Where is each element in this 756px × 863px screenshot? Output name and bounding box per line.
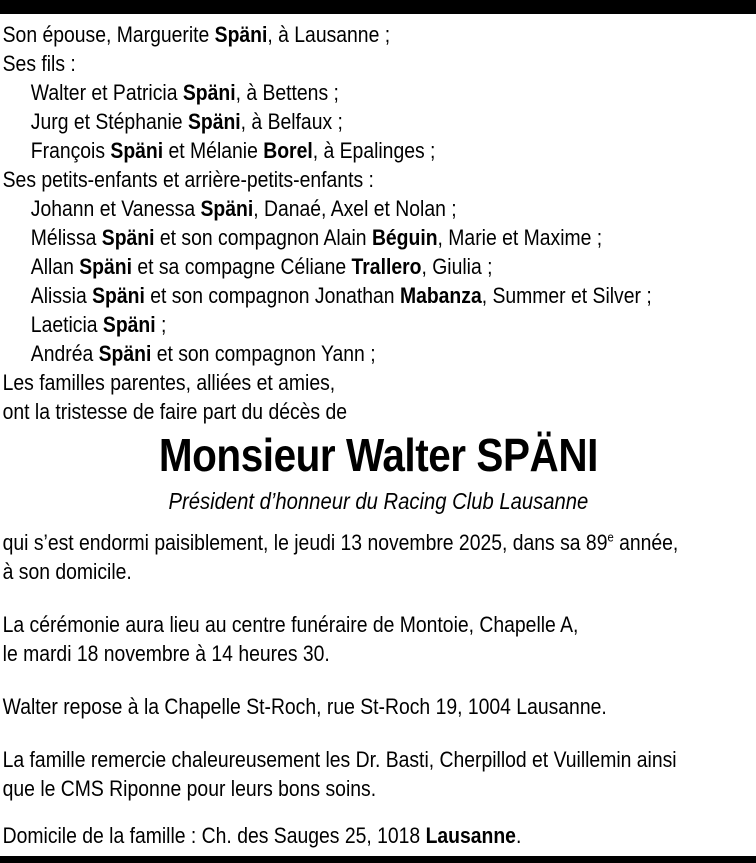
text-segment: Späni: [101, 225, 155, 250]
paragraph-line: [3, 774, 755, 803]
family-line: [3, 252, 755, 281]
text-segment: Johann et Vanessa: [30, 196, 201, 221]
text-segment: Späni: [102, 312, 156, 337]
paragraph-line: [3, 557, 755, 586]
deceased-name: Monsieur Walter SPÄNI: [158, 429, 598, 481]
text-segment: Andréa: [30, 341, 99, 366]
text-segment: François: [30, 138, 111, 163]
text-segment: Trallero: [351, 254, 422, 279]
paragraph-line: [3, 692, 755, 721]
notice-paragraph: [3, 610, 755, 668]
text-segment: Jurg et Stéphanie: [30, 109, 188, 134]
text-segment: et son compagnon Jonathan: [144, 283, 400, 308]
text-segment: e: [607, 529, 614, 545]
notice-paragraph: [3, 745, 755, 803]
text-segment: Alissia: [30, 283, 93, 308]
family-line: [3, 339, 755, 368]
text-segment: Borel: [263, 138, 313, 163]
family-line: [3, 368, 755, 397]
paragraph-line: [3, 610, 755, 639]
text-segment: La cérémonie aura lieu au centre funéraire de Montoie, Chapelle A,: [2, 612, 579, 637]
family-list: [3, 20, 755, 426]
text-segment: Späni: [98, 341, 152, 366]
text-segment: ont la tristesse de faire part du décès de: [2, 399, 348, 424]
text-segment: Laeticia: [30, 312, 103, 337]
family-line: [3, 397, 755, 426]
text-segment: Walter repose à la Chapelle St-Roch, rue St-Roch 19, 1004 Lausanne.: [2, 694, 607, 719]
text-segment: Späni: [214, 22, 268, 47]
family-line: [3, 310, 755, 339]
text-segment: ;: [155, 312, 167, 337]
text-segment: , à Belfaux ;: [240, 109, 343, 134]
paragraph-line: [3, 639, 755, 668]
notice-paragraph: [3, 821, 755, 850]
text-segment: à son domicile.: [2, 559, 132, 584]
family-line: [3, 49, 755, 78]
death-notice: [0, 14, 756, 850]
text-segment: .: [515, 823, 522, 848]
text-segment: , Marie et Maxime ;: [437, 225, 603, 250]
paragraph-line: [3, 745, 755, 774]
notice-paragraph: [3, 528, 755, 586]
text-segment: et son compagnon Alain: [154, 225, 372, 250]
text-segment: Béguin: [371, 225, 438, 250]
text-segment: le mardi 18 novembre à 14 heures 30.: [2, 641, 330, 666]
family-line: [3, 107, 755, 136]
text-segment: , à Lausanne ;: [267, 22, 391, 47]
notice-paragraph: [3, 692, 755, 721]
bottom-border: [0, 856, 756, 863]
text-segment: Son épouse, Marguerite: [2, 22, 215, 47]
top-border: [0, 0, 756, 14]
paragraph-line: [3, 821, 755, 850]
text-segment: , Giulia ;: [421, 254, 493, 279]
family-line: [3, 20, 755, 49]
text-segment: Späni: [200, 196, 254, 221]
text-segment: , Summer et Silver ;: [481, 283, 652, 308]
text-segment: année,: [613, 530, 679, 555]
text-segment: Les familles parentes, alliées et amies,: [2, 370, 336, 395]
text-segment: , à Bettens ;: [235, 80, 339, 105]
text-segment: et sa compagne Céliane: [131, 254, 352, 279]
text-segment: Mabanza: [399, 283, 482, 308]
text-segment: Lausanne: [425, 823, 516, 848]
family-line: [3, 136, 755, 165]
text-segment: Späni: [187, 109, 241, 134]
family-line: [3, 165, 755, 194]
text-segment: Ses fils :: [2, 51, 76, 76]
family-line: [3, 223, 755, 252]
text-segment: Ses petits-enfants et arrière-petits-enfants :: [2, 167, 374, 192]
text-segment: Späni: [182, 80, 236, 105]
notice-paragraphs: [3, 528, 755, 850]
text-segment: , Danaé, Axel et Nolan ;: [253, 196, 457, 221]
text-segment: La famille remercie chaleureusement les Dr. Basti, Cherpillod et Vuillemin ainsi: [2, 747, 677, 772]
text-segment: Walter et Patricia: [30, 80, 183, 105]
text-segment: que le CMS Riponne pour leurs bons soins.: [2, 776, 377, 801]
paragraph-line: [3, 528, 755, 557]
family-line: [3, 78, 755, 107]
family-line: [3, 194, 755, 223]
text-segment: et Mélanie: [163, 138, 264, 163]
text-segment: , à Epalinges ;: [312, 138, 436, 163]
text-segment: Späni: [110, 138, 164, 163]
text-segment: Späni: [92, 283, 145, 308]
text-segment: Allan: [30, 254, 80, 279]
text-segment: et son compagnon Yann ;: [151, 341, 376, 366]
text-segment: Späni: [79, 254, 132, 279]
text-segment: qui s’est endormi paisiblement, le jeudi 13 novembre 2025, dans sa 89: [2, 530, 608, 555]
deceased-role: Président d’honneur du Racing Club Lausanne: [168, 488, 589, 514]
text-segment: Domicile de la famille : Ch. des Sauges 25, 1018: [2, 823, 426, 848]
family-line: [3, 281, 755, 310]
text-segment: Mélissa: [30, 225, 102, 250]
